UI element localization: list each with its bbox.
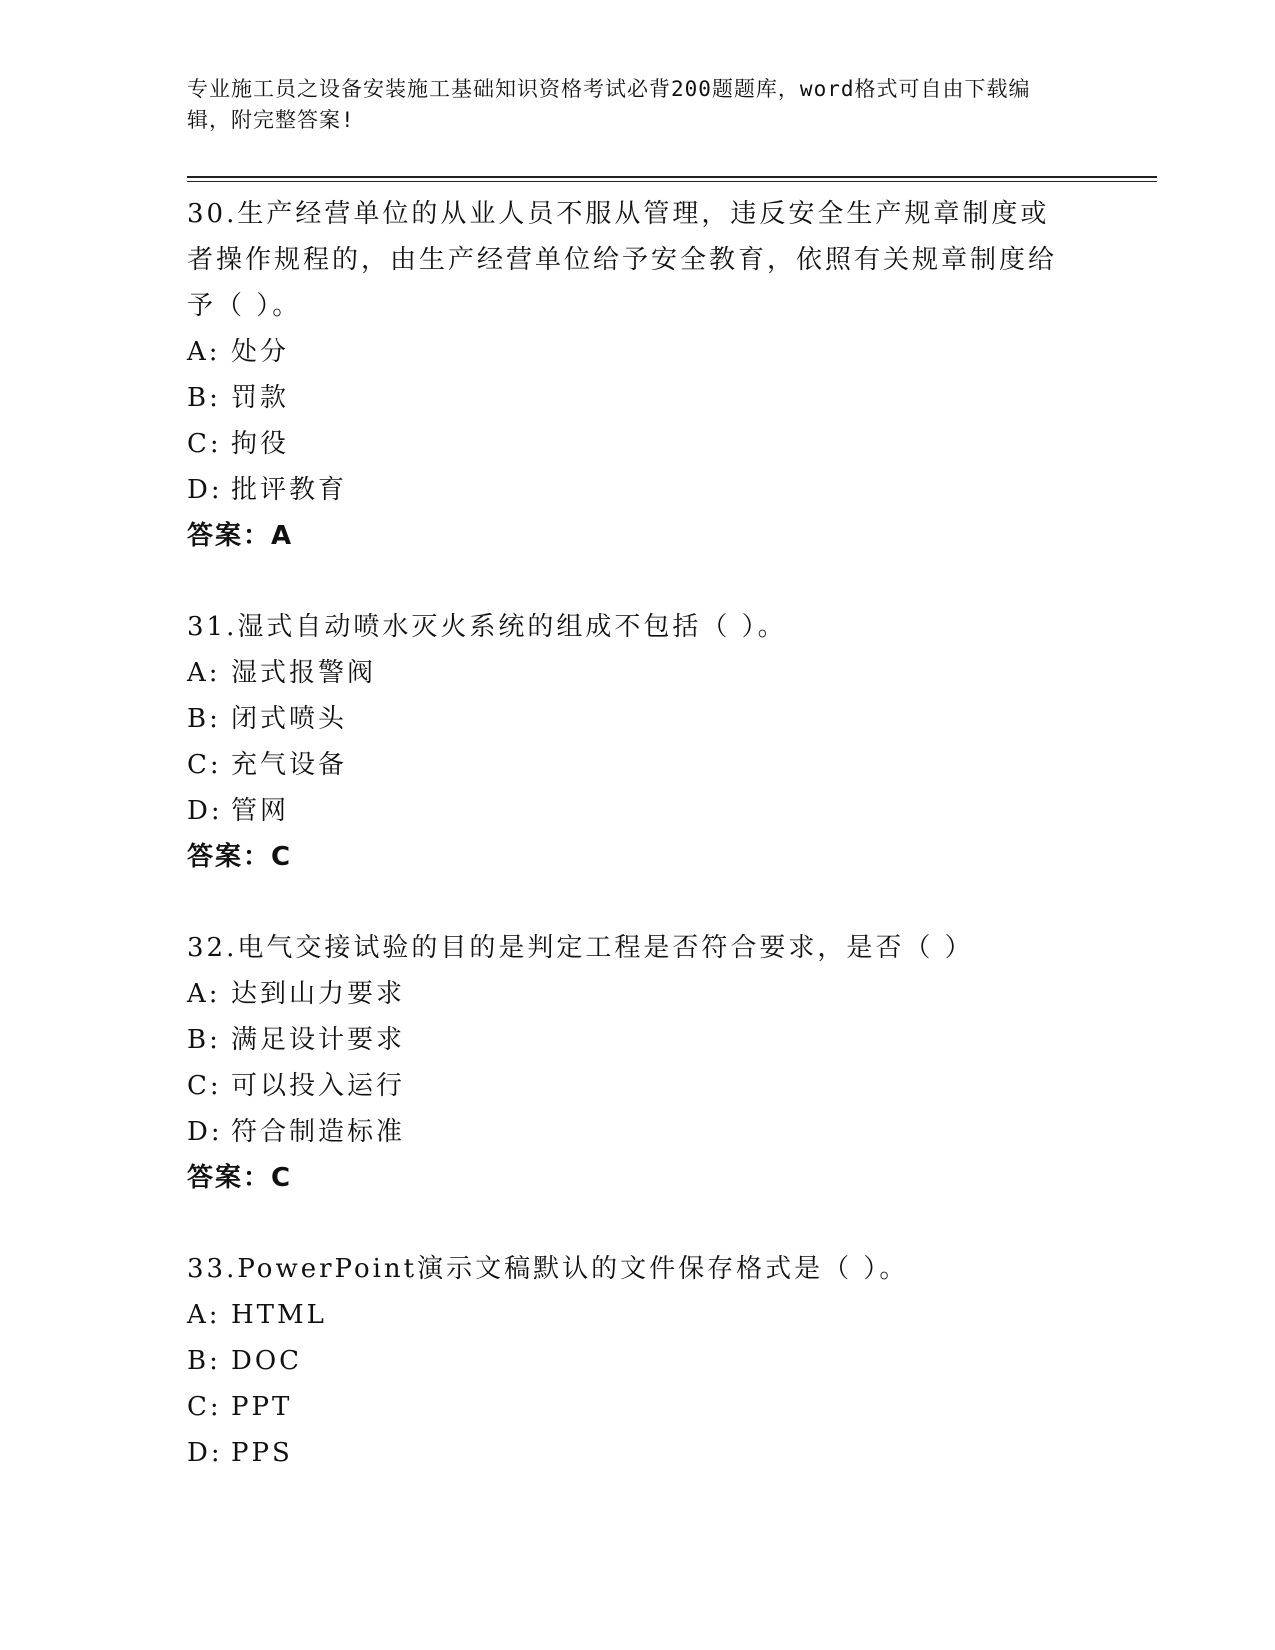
option-b [187,1338,1157,1384]
option-text: 闭式喷头 [231,704,348,734]
option-text: 充气设备 [231,750,348,780]
option-d [187,1430,1157,1476]
option-text: PPT [231,1392,293,1422]
option-letter: D: [187,1117,223,1147]
answer-line: 答案：C [187,842,293,872]
header-divider-thin [187,181,1157,182]
option-a [187,650,1157,696]
option-letter: C: [187,1071,222,1101]
option-c [187,1063,1157,1109]
question-stem: 33.PowerPoint演示文稿默认的文件保存格式是（ ）。 [187,1254,909,1284]
question-stem: 31.湿式自动喷水灭火系统的组成不包括（ ）。 [187,612,787,642]
option-letter: B: [187,1346,221,1376]
option-text: DOC [231,1346,303,1376]
option-text: 处分 [231,337,290,367]
option-letter: C: [187,429,222,459]
option-letter: B: [187,383,221,413]
option-letter: B: [187,1025,221,1055]
option-text: 达到山力要求 [231,979,406,1009]
option-c [187,421,1157,467]
answer-line: 答案：C [187,1163,293,1193]
option-a [187,1292,1157,1338]
option-text: 罚款 [231,383,290,413]
option-text: 湿式报警阀 [231,658,377,688]
document-header: 专业施工员之设备安装施工基础知识资格考试必背200题题库，word格式可自由下载编辑，附完整答案! [187,77,1031,132]
option-text: 管网 [231,796,290,826]
option-b [187,375,1157,421]
option-text: 拘役 [231,429,290,459]
option-letter: C: [187,1392,222,1422]
question-31 [187,604,1157,880]
option-d [187,467,1157,513]
option-a [187,971,1157,1017]
question-stem: 32.电气交接试验的目的是判定工程是否符合要求，是否（ ） [187,933,974,963]
option-letter: C: [187,750,222,780]
option-letter: B: [187,704,221,734]
option-text: HTML [231,1300,327,1330]
question-33 [187,1246,1157,1476]
option-text: 可以投入运行 [231,1071,406,1101]
option-d [187,1109,1157,1155]
option-text: 满足设计要求 [231,1025,406,1055]
question-30 [187,191,1157,559]
option-letter: A: [187,979,221,1009]
option-d [187,788,1157,834]
option-text: PPS [231,1438,293,1468]
option-letter: A: [187,337,221,367]
option-text: 符合制造标准 [231,1117,406,1147]
option-b [187,696,1157,742]
question-stem: 30.生产经营单位的从业人员不服从管理，违反安全生产规章制度或者操作规程的，由生产经营单位给予安全教育，依照有关规章制度给予（ ）。 [187,199,1058,321]
header-divider-thick [187,176,1157,178]
answer-line: 答案：A [187,521,294,551]
question-list [187,191,1157,1521]
option-c [187,1384,1157,1430]
option-a [187,329,1157,375]
option-letter: A: [187,658,221,688]
option-text: 批评教育 [231,475,348,505]
option-c [187,742,1157,788]
document-page [187,0,1157,1650]
option-letter: A: [187,1300,221,1330]
option-b [187,1017,1157,1063]
option-letter: D: [187,796,223,826]
question-32 [187,925,1157,1201]
option-letter: D: [187,475,223,505]
option-letter: D: [187,1438,223,1468]
